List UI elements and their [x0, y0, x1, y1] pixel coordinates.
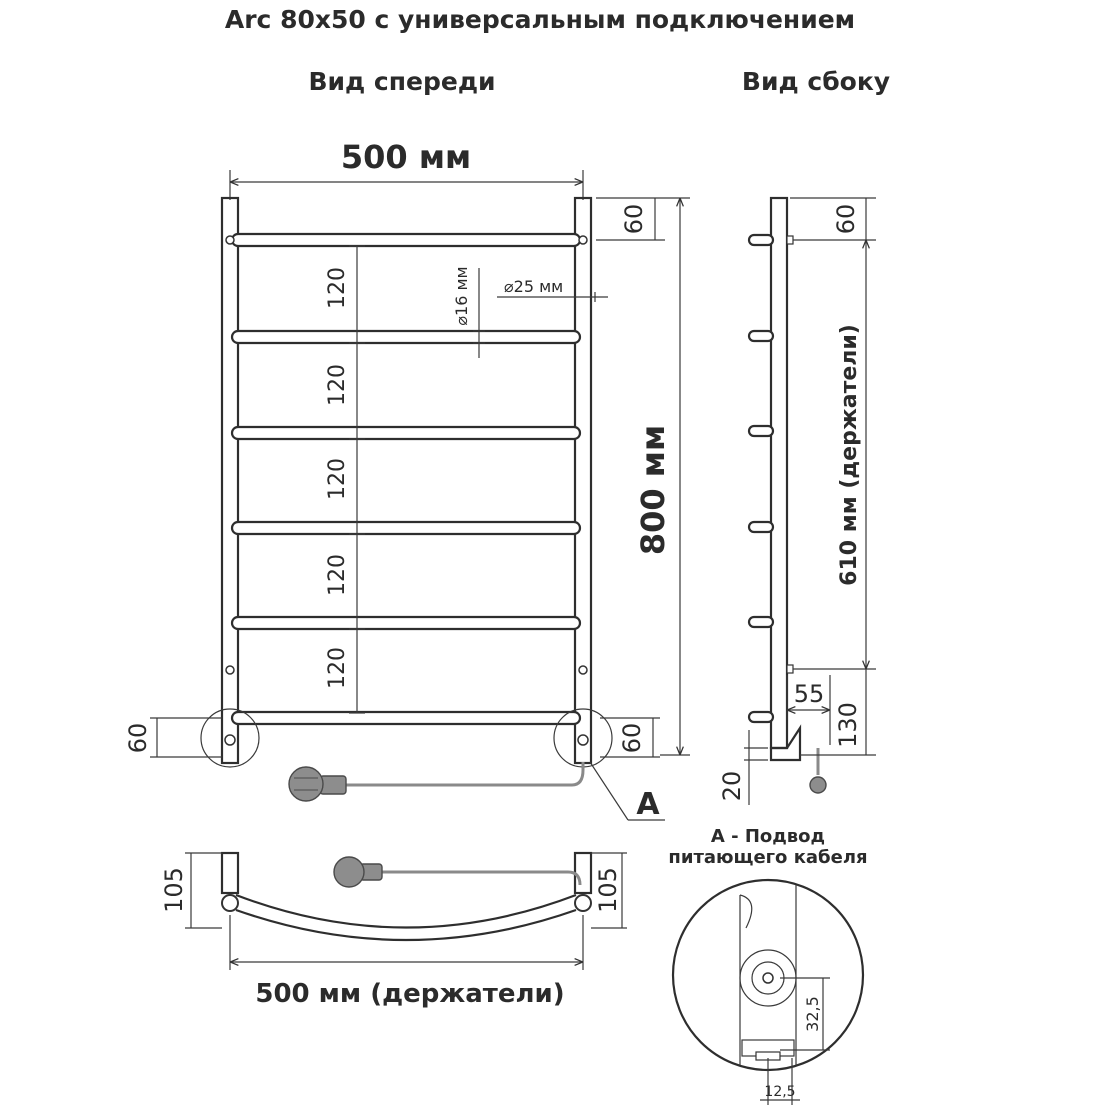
crossbar — [232, 617, 580, 629]
diameter-icon: ⌀ — [452, 315, 471, 326]
spacing-label: 120 — [325, 647, 350, 689]
side-depth-label: 55 — [793, 680, 825, 708]
bottom-left-label: 60 — [124, 722, 152, 754]
crossbar — [232, 427, 580, 439]
spacing-label: 120 — [325, 554, 350, 596]
side-holders-label: 610 мм (держатели) — [837, 324, 862, 586]
rail-diameter-label: 25 мм — [513, 277, 564, 296]
side-upright — [771, 198, 787, 748]
crossbar — [232, 522, 580, 534]
side-holder — [749, 617, 773, 627]
tube-diameter-label: 16 мм — [452, 266, 471, 316]
side-top-label: 60 — [832, 203, 860, 235]
front-view — [124, 138, 690, 822]
crossbar — [232, 234, 580, 246]
detail-v-label: 32,5 — [803, 996, 822, 1032]
front-height-label: 800 мм — [634, 424, 672, 556]
front-width-label: 500 мм — [340, 138, 472, 176]
side-view-title: Вид сбоку — [741, 67, 891, 96]
spacing-label: 120 — [325, 458, 350, 500]
detail-h-label: 12,5 — [764, 1084, 796, 1100]
spacing-label: 120 — [325, 364, 350, 406]
right-upright — [575, 198, 591, 763]
side-view — [718, 198, 876, 805]
top-view — [160, 853, 627, 1009]
topview-left-label: 105 — [160, 867, 188, 913]
side-holder — [749, 712, 773, 722]
svg-text:⌀16 мм — [452, 266, 471, 325]
top-offset-label: 60 — [620, 203, 648, 235]
detail-caption-2: питающего кабеля — [668, 847, 868, 868]
left-upright — [222, 198, 238, 763]
topview-right-label: 105 — [594, 867, 622, 913]
plug-icon — [810, 777, 826, 793]
callout-a: A — [636, 787, 660, 822]
side-holder — [749, 235, 773, 245]
diameter-icon: ⌀ — [504, 277, 514, 296]
bottom-right-label: 60 — [618, 722, 646, 754]
spacing-label: 120 — [325, 267, 350, 309]
side-holder — [749, 426, 773, 436]
plug-icon — [289, 767, 346, 801]
side-conn-label: 20 — [718, 770, 746, 802]
crossbar — [232, 712, 580, 724]
detail-a — [668, 826, 867, 1105]
front-view-title: Вид спереди — [308, 67, 496, 96]
side-bottom-label: 130 — [834, 702, 862, 748]
plug-icon — [334, 857, 382, 887]
crossbar — [232, 331, 580, 343]
side-holder — [749, 522, 773, 532]
topview-width-label: 500 мм (держатели) — [255, 979, 565, 1009]
svg-text:⌀25 мм — [504, 277, 563, 296]
side-holder — [749, 331, 773, 341]
drawing-title: Arc 80x50 с универсальным подключением — [224, 5, 856, 34]
detail-caption-1: А - Подвод — [710, 826, 826, 847]
